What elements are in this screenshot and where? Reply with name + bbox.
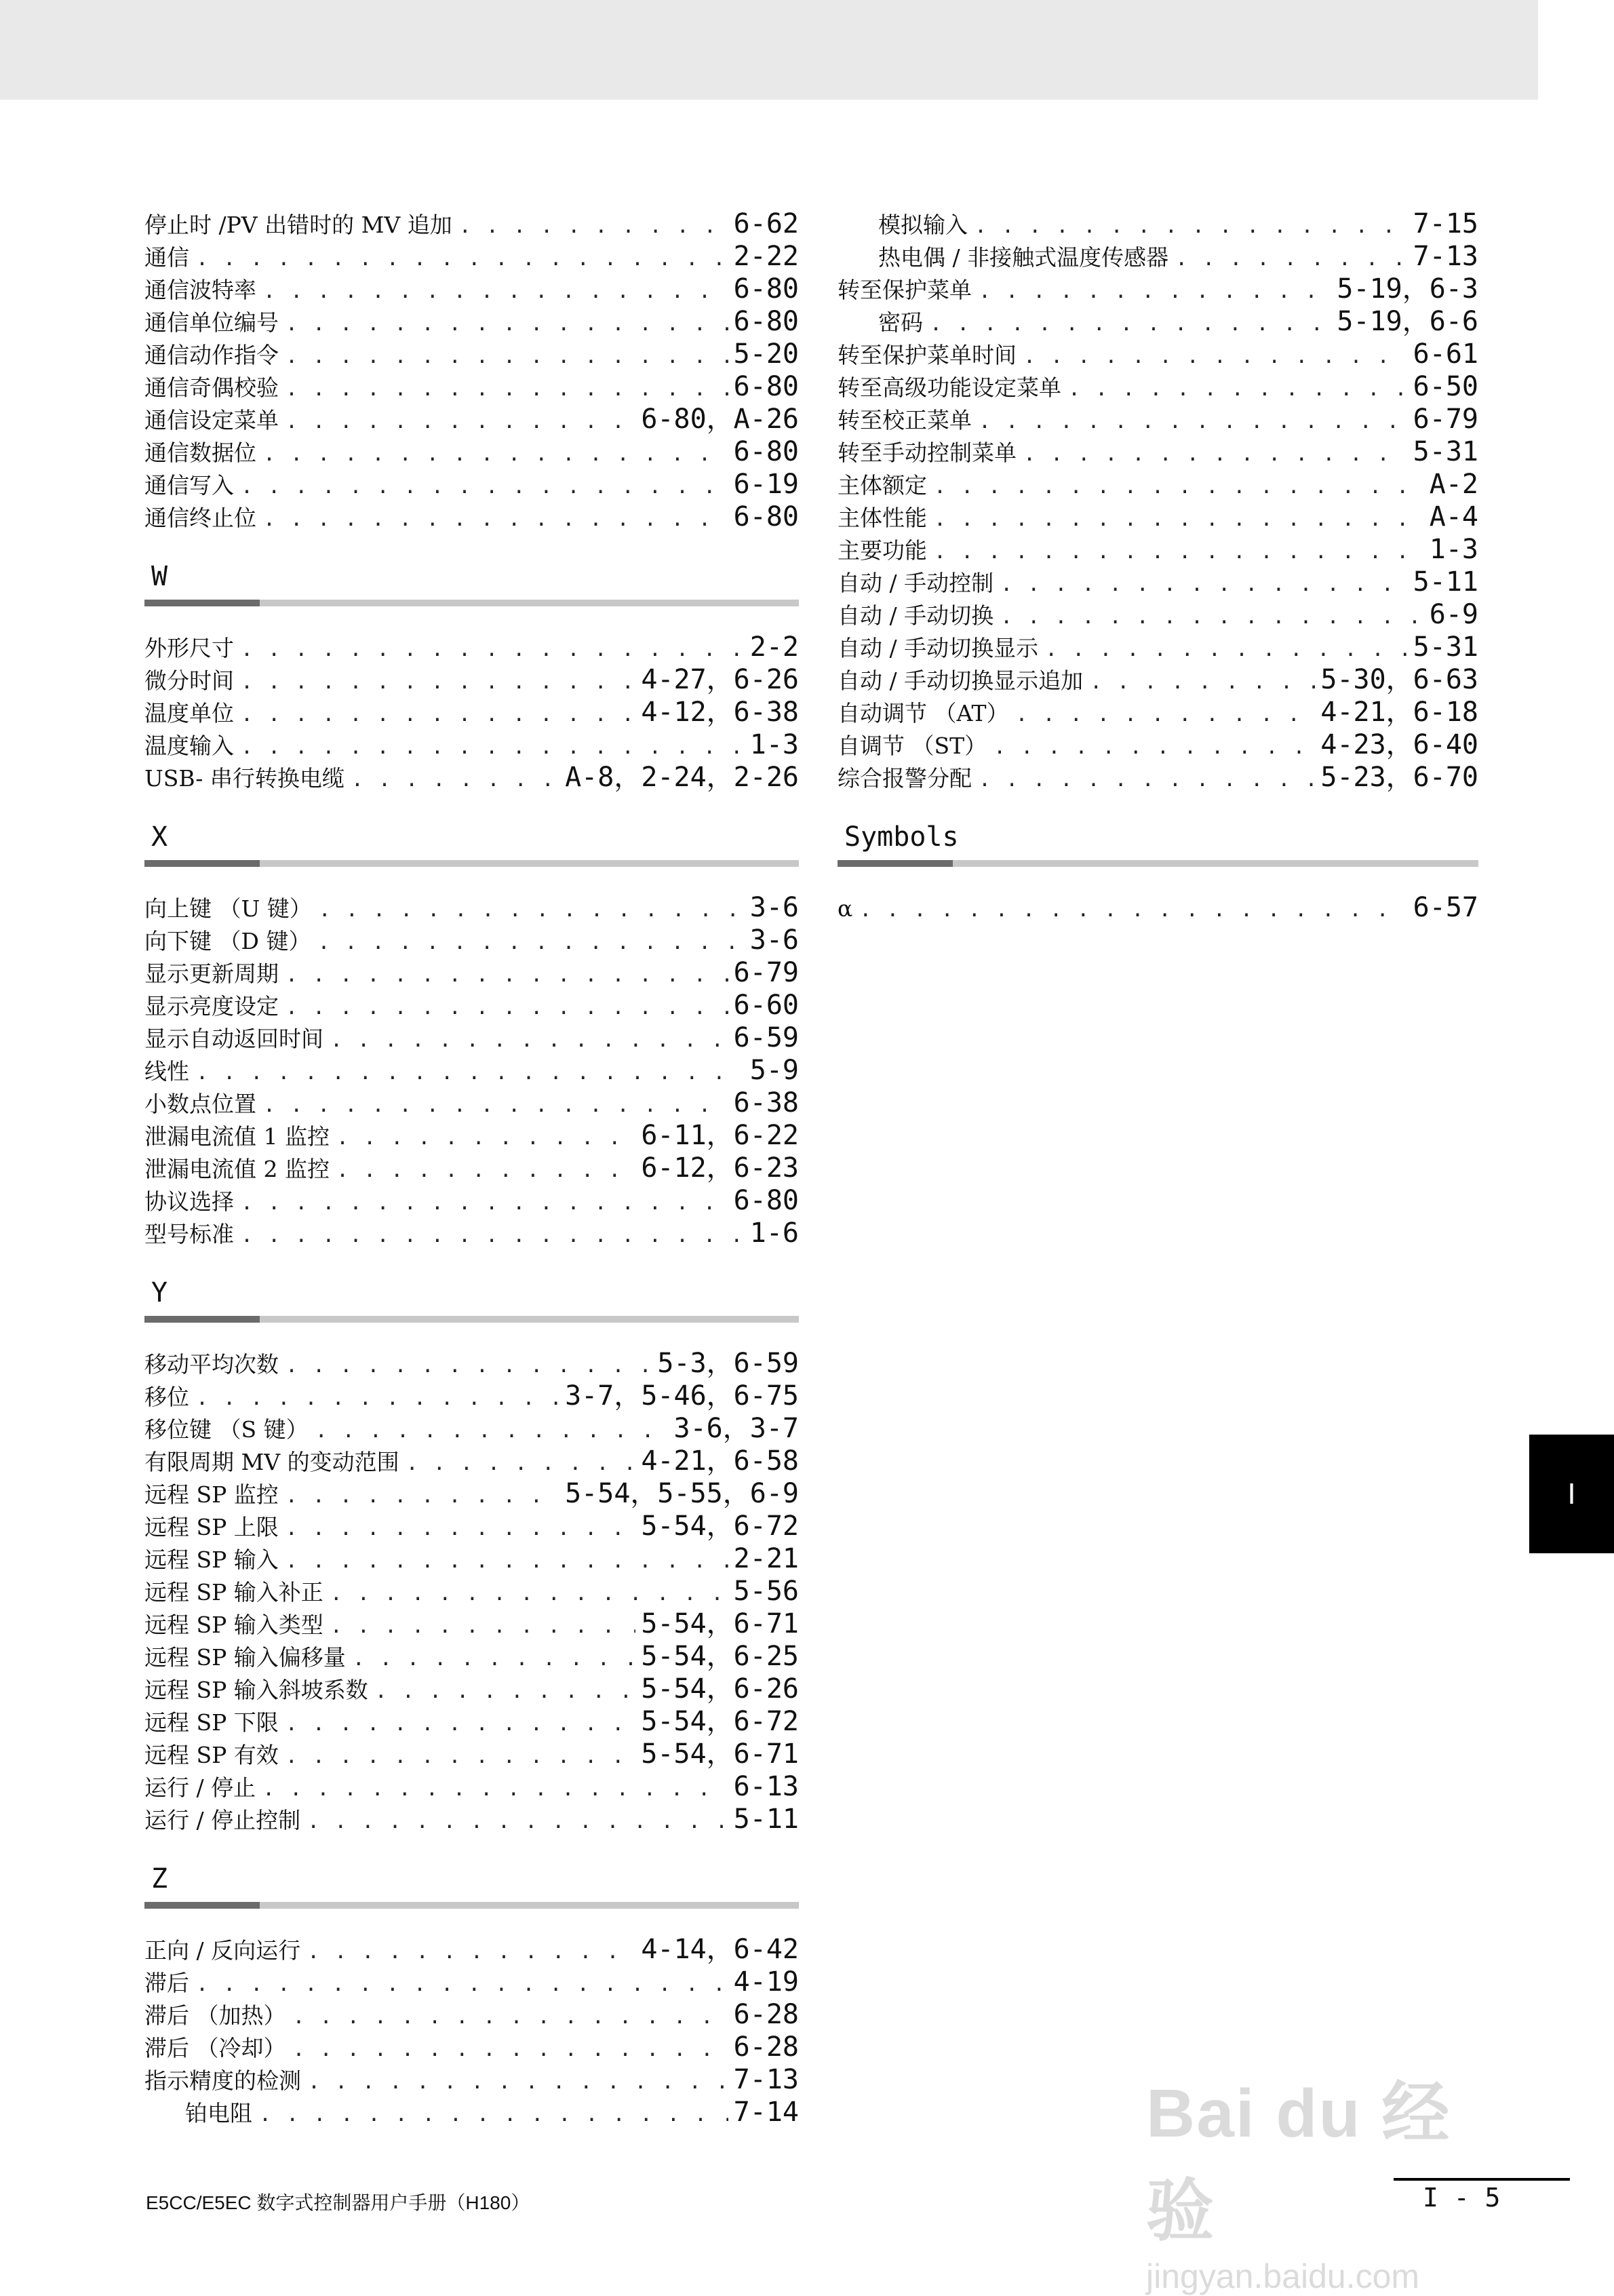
index-term: 通信设定菜单 <box>144 407 279 433</box>
index-term: 温度输入 <box>144 733 234 759</box>
dot-leader <box>975 210 1408 240</box>
dot-leader <box>196 1057 745 1087</box>
page-reference: 6-57 <box>1413 892 1478 923</box>
dot-leader <box>286 340 728 370</box>
index-subentry <box>838 305 1478 338</box>
index-entry <box>144 1998 799 2031</box>
index-term: 温度单位 <box>144 700 234 726</box>
index-term: USB- 串行转换电缆 <box>144 765 345 792</box>
index-term: 通信奇偶校验 <box>144 374 279 401</box>
dot-leader <box>330 1024 728 1054</box>
dot-leader <box>286 959 728 989</box>
page-reference: 4-21，6-18 <box>1320 697 1478 728</box>
index-subentry <box>838 208 1478 240</box>
section-header <box>144 553 799 606</box>
page-reference: 6-80 <box>733 371 799 402</box>
page-reference: 6-80 <box>733 436 799 467</box>
dot-leader <box>286 1740 636 1770</box>
page-reference: 3-7，5-46，6-75 <box>565 1380 799 1412</box>
index-entry <box>144 1933 799 1966</box>
index-term: 运行 / 停止控制 <box>144 1807 301 1833</box>
page-reference: 4-14，6-42 <box>641 1934 799 1965</box>
page-reference: 5-54，6-72 <box>641 1511 799 1542</box>
dot-leader <box>241 699 635 728</box>
index-entry <box>144 663 799 696</box>
index-entry <box>838 728 1478 761</box>
page-reference: 6-80 <box>733 1185 799 1216</box>
dot-leader <box>263 438 728 468</box>
dot-leader <box>259 2099 728 2128</box>
index-entry <box>144 1640 799 1673</box>
index-entry <box>144 1412 799 1445</box>
section-rule <box>144 1316 799 1323</box>
index-entry <box>838 663 1478 696</box>
index-term: 通信数据位 <box>144 440 256 466</box>
index-term: 转至保护菜单 <box>838 277 972 303</box>
dot-leader <box>1000 601 1424 631</box>
dot-leader <box>286 1513 636 1542</box>
page-reference: 2-2 <box>749 631 799 663</box>
dot-leader <box>307 1936 635 1966</box>
dot-leader <box>1023 340 1408 370</box>
index-entry <box>144 468 799 501</box>
index-entry <box>144 1966 799 1998</box>
dot-leader <box>336 1122 635 1152</box>
index-term: 滞后 （冷却） <box>144 2035 286 2061</box>
index-entry <box>838 696 1478 728</box>
index-entry <box>838 273 1478 305</box>
index-subentry <box>838 240 1478 273</box>
section-rule-accent <box>144 860 260 867</box>
page-reference: 3-6 <box>749 892 799 923</box>
index-term: 显示亮度设定 <box>144 993 279 1019</box>
index-entry <box>144 240 799 273</box>
index-entry <box>144 1021 799 1054</box>
dot-leader <box>459 210 728 240</box>
index-term: 滞后 （加热） <box>144 2002 286 2029</box>
page-reference: A-2 <box>1429 469 1478 500</box>
section-header <box>838 814 1478 867</box>
dot-leader <box>1068 373 1408 403</box>
dot-leader <box>317 927 744 956</box>
index-entry <box>144 696 799 728</box>
index-term: 铂电阻 <box>185 2100 252 2126</box>
index-term: 显示自动返回时间 <box>144 1026 323 1052</box>
dot-leader <box>196 243 728 273</box>
index-term: 通信波特率 <box>144 277 256 303</box>
dot-leader <box>286 992 728 1021</box>
index-entry <box>144 501 799 533</box>
index-term: 运行 / 停止 <box>144 1774 256 1801</box>
dot-leader <box>993 731 1315 761</box>
dot-leader <box>934 536 1424 566</box>
index-term: 远程 SP 下限 <box>144 1709 279 1736</box>
index-entry <box>144 2063 799 2096</box>
section-title: Z <box>151 1863 168 1894</box>
index-entry <box>838 566 1478 598</box>
index-term: 协议选择 <box>144 1188 234 1215</box>
section-header <box>144 814 799 867</box>
section-title: W <box>151 561 168 592</box>
page-reference: 5-54，6-26 <box>641 1673 799 1705</box>
index-term: 通信终止位 <box>144 505 256 531</box>
page-reference: 6-79 <box>1413 404 1478 435</box>
index-entry <box>144 1770 799 1803</box>
index-term: 远程 SP 输入偏移量 <box>144 1644 346 1671</box>
dot-leader <box>934 503 1424 533</box>
index-entry <box>144 631 799 663</box>
section-rule-accent <box>144 1316 260 1323</box>
page-reference: 5-54，6-71 <box>641 1738 799 1770</box>
index-entry <box>144 761 799 794</box>
page-reference: 5-11 <box>733 1804 799 1835</box>
page-reference: 5-54，5-55，6-9 <box>565 1478 799 1509</box>
index-term: 远程 SP 输入类型 <box>144 1612 323 1638</box>
dot-leader <box>934 471 1424 501</box>
index-entry <box>144 1510 799 1542</box>
dot-leader <box>293 2034 728 2063</box>
section-rule-accent <box>838 860 953 867</box>
index-term: 线性 <box>144 1058 189 1085</box>
index-term: 移动平均次数 <box>144 1351 279 1378</box>
index-entry <box>838 598 1478 631</box>
index-term: 远程 SP 有效 <box>144 1742 279 1768</box>
index-entry <box>144 273 799 305</box>
index-term: 综合报警分配 <box>838 765 972 792</box>
page-reference: 6-13 <box>733 1771 799 1802</box>
page-reference: 6-12，6-23 <box>641 1152 799 1184</box>
section-rule-accent <box>144 600 260 606</box>
dot-leader <box>308 2066 728 2096</box>
index-entry <box>838 501 1478 533</box>
index-subentry <box>144 2096 799 2128</box>
dot-leader <box>286 1708 636 1738</box>
dot-leader <box>859 894 1407 924</box>
index-entry <box>144 370 799 403</box>
section-rule <box>144 860 799 867</box>
index-term: 通信写入 <box>144 472 234 499</box>
page-reference: 6-62 <box>733 208 799 239</box>
dot-leader <box>286 1480 559 1510</box>
page-reference: 6-19 <box>733 469 799 500</box>
index-term: 正向 / 反向运行 <box>144 1937 301 1964</box>
index-entry <box>838 468 1478 501</box>
index-entry <box>144 924 799 956</box>
dot-leader <box>307 1806 728 1835</box>
index-term: 密码 <box>878 309 923 336</box>
dot-leader <box>1023 438 1408 468</box>
dot-leader <box>315 1415 669 1445</box>
index-entry <box>144 1087 799 1119</box>
index-entry <box>838 370 1478 403</box>
index-term: 转至高级功能设定菜单 <box>838 374 1061 401</box>
index-term: 泄漏电流值 1 监控 <box>144 1123 330 1150</box>
page-reference: 6-80 <box>733 306 799 337</box>
page-reference: 5-11 <box>1413 566 1478 598</box>
index-entry <box>144 1054 799 1087</box>
dot-leader <box>1000 568 1408 598</box>
index-term: 远程 SP 输入 <box>144 1546 279 1573</box>
index-entry <box>144 435 799 468</box>
index-term: 自调节 （ST） <box>838 733 987 759</box>
page-reference: 4-27，6-26 <box>641 664 799 695</box>
index-term: 远程 SP 输入补正 <box>144 1579 323 1606</box>
section-header <box>144 1270 799 1323</box>
index-entry <box>838 435 1478 468</box>
index-term: 转至校正菜单 <box>838 407 972 433</box>
dot-leader <box>336 1154 635 1184</box>
index-entry <box>838 533 1478 566</box>
index-term: 通信单位编号 <box>144 309 279 336</box>
dot-leader <box>263 1089 728 1119</box>
index-entry <box>144 891 799 924</box>
page-reference: 2-21 <box>733 1543 799 1574</box>
index-entry <box>838 338 1478 370</box>
dot-leader <box>263 275 728 305</box>
index-term: 通信动作指令 <box>144 342 279 368</box>
section-title: X <box>151 821 168 853</box>
section-title: Y <box>151 1277 168 1308</box>
dot-leader <box>319 894 745 924</box>
dot-leader <box>241 666 635 696</box>
page-reference: 5-56 <box>733 1576 799 1607</box>
dot-leader <box>241 634 745 663</box>
index-term: 自动 / 手动控制 <box>838 570 994 596</box>
index-term: 主要功能 <box>838 537 927 564</box>
page-reference: 4-19 <box>733 1966 799 1998</box>
page-reference: 5-31 <box>1413 436 1478 467</box>
section-rule-accent <box>144 1902 260 1909</box>
dot-leader <box>1045 634 1408 663</box>
page-reference: 7-14 <box>733 2097 799 2128</box>
page-reference: 4-12，6-38 <box>641 697 799 728</box>
index-entry <box>838 891 1478 924</box>
dot-leader <box>286 308 728 338</box>
dot-leader <box>930 308 1331 338</box>
page-reference: 5-19，6-6 <box>1337 306 1478 337</box>
page-reference: 5-20 <box>733 338 799 370</box>
index-column-left <box>144 208 799 2128</box>
dot-leader <box>196 1382 559 1412</box>
index-entry <box>144 1119 799 1152</box>
dot-leader <box>1175 243 1408 273</box>
page-reference: 6-38 <box>733 1087 799 1118</box>
page-reference: 7-15 <box>1413 208 1478 239</box>
index-entry <box>144 1542 799 1575</box>
page-reference: 4-23，6-40 <box>1320 729 1478 760</box>
index-term: 自动 / 手动切换显示追加 <box>838 667 1084 694</box>
index-entry <box>144 403 799 435</box>
index-term: 转至手动控制菜单 <box>838 440 1017 466</box>
index-entry <box>144 1445 799 1477</box>
page-reference: 3-6 <box>749 925 799 956</box>
index-entry <box>144 305 799 338</box>
dot-leader <box>1016 699 1316 728</box>
index-term: 自动调节 （AT） <box>838 700 1009 726</box>
index-entry <box>144 1803 799 1835</box>
page-reference: A-8，2-24，2-26 <box>565 762 799 793</box>
index-entry <box>144 728 799 761</box>
section-header <box>144 1856 799 1909</box>
dot-leader <box>241 471 728 501</box>
index-entry <box>144 989 799 1021</box>
section-rule <box>144 600 799 606</box>
page-reference: 6-80 <box>733 501 799 532</box>
page-reference: 5-3，6-59 <box>657 1348 799 1379</box>
index-column-right <box>838 208 1478 924</box>
index-term: 有限周期 MV 的变动范围 <box>144 1449 399 1475</box>
watermark-url: jingyan.baidu.com <box>1146 2257 1420 2295</box>
dot-leader <box>241 1220 745 1249</box>
index-term: 外形尺寸 <box>144 635 234 661</box>
section-title: Symbols <box>844 821 959 853</box>
index-term: 通信 <box>144 244 189 271</box>
index-term: 自动 / 手动切换显示 <box>838 635 1039 661</box>
dot-leader <box>1090 666 1315 696</box>
index-term: α <box>838 895 853 922</box>
page-reference: 6-28 <box>733 1999 799 2030</box>
index-entry <box>144 956 799 989</box>
dot-leader <box>979 406 1408 435</box>
index-term: 小数点位置 <box>144 1091 256 1117</box>
index-term: 远程 SP 上限 <box>144 1514 279 1540</box>
index-entry <box>144 1608 799 1640</box>
page-reference: 1-3 <box>1429 534 1478 565</box>
index-entry <box>838 761 1478 794</box>
index-term: 滞后 <box>144 1970 189 1996</box>
index-term: 主体性能 <box>838 505 927 531</box>
page-reference: 7-13 <box>733 2064 799 2095</box>
dot-leader <box>286 1545 728 1575</box>
page-reference: 5-54，6-72 <box>641 1706 799 1737</box>
index-term: 停止时 /PV 出错时的 MV 追加 <box>144 212 452 238</box>
page-reference: 6-11，6-22 <box>641 1120 799 1151</box>
page-reference: 6-80，A-26 <box>641 404 799 435</box>
chapter-tab-label: I <box>1567 1477 1576 1511</box>
dot-leader <box>979 275 1331 305</box>
index-entry <box>838 403 1478 435</box>
index-term: 向上键 （U 键） <box>144 895 312 922</box>
page-reference: 5-19，6-3 <box>1337 273 1478 305</box>
index-term: 热电偶 / 非接触式温度传感器 <box>878 244 1169 271</box>
dot-leader <box>286 406 635 435</box>
index-entry <box>144 1477 799 1510</box>
chapter-tab <box>1529 1435 1614 1553</box>
index-term: 移位键 （S 键） <box>144 1416 309 1443</box>
index-term: 显示更新周期 <box>144 960 279 987</box>
index-entry <box>144 1217 799 1249</box>
index-term: 向下键 （D 键） <box>144 928 311 954</box>
page-reference: 6-9 <box>1429 599 1478 630</box>
index-term: 转至保护菜单时间 <box>838 342 1017 368</box>
dot-leader <box>241 1187 728 1217</box>
index-term: 型号标准 <box>144 1221 234 1247</box>
page-reference: 5-30，6-63 <box>1320 664 1478 695</box>
top-header-band <box>0 0 1538 100</box>
page-reference: 5-31 <box>1413 631 1478 663</box>
page-reference: 6-80 <box>733 273 799 305</box>
index-entry <box>144 208 799 240</box>
index-entry <box>144 1152 799 1184</box>
index-term: 远程 SP 输入斜坡系数 <box>144 1677 368 1703</box>
page-number: I - 5 <box>1423 2183 1501 2213</box>
page-reference: 6-59 <box>733 1022 799 1053</box>
page-reference: 4-21，6-58 <box>641 1445 799 1477</box>
dot-leader <box>330 1578 728 1608</box>
index-term: 泄漏电流值 2 监控 <box>144 1156 330 1182</box>
index-term: 远程 SP 监控 <box>144 1481 279 1508</box>
index-entry <box>144 1184 799 1217</box>
dot-leader <box>375 1675 636 1705</box>
page-reference: 5-23，6-70 <box>1320 762 1478 793</box>
page-reference: A-4 <box>1429 501 1478 532</box>
footer-title: E5CC/E5EC 数字式控制器用户手册（H180） <box>146 2192 530 2213</box>
page-reference: 3-6，3-7 <box>673 1413 799 1444</box>
section-rule <box>838 860 1478 867</box>
dot-leader <box>241 731 745 761</box>
index-term: 自动 / 手动切换 <box>838 602 994 629</box>
page-reference: 6-28 <box>733 2031 799 2063</box>
page-reference: 1-6 <box>749 1218 799 1249</box>
index-entry <box>838 631 1478 663</box>
page-reference: 5-9 <box>749 1055 799 1086</box>
index-entry <box>144 1575 799 1608</box>
page-reference: 2-22 <box>733 241 799 272</box>
index-term: 移位 <box>144 1384 189 1410</box>
section-rule <box>144 1902 799 1909</box>
page-reference: 1-3 <box>749 729 799 760</box>
index-entry <box>144 1347 799 1380</box>
watermark-logo: Bai du 经验 <box>1146 2076 1451 2249</box>
index-term: 模拟输入 <box>878 212 968 238</box>
page-reference: 6-60 <box>733 990 799 1021</box>
dot-leader <box>196 1968 728 1998</box>
dot-leader <box>293 2001 728 2031</box>
page-reference: 6-61 <box>1413 338 1478 370</box>
page-reference: 6-50 <box>1413 371 1478 402</box>
index-term: 微分时间 <box>144 667 234 694</box>
page-reference: 6-79 <box>733 957 799 988</box>
index-entry <box>144 2031 799 2063</box>
index-entry <box>144 338 799 370</box>
page-reference: 7-13 <box>1413 241 1478 272</box>
index-term: 主体额定 <box>838 472 927 499</box>
index-entry <box>144 1705 799 1738</box>
dot-leader <box>353 1643 636 1673</box>
index-entry <box>144 1673 799 1705</box>
page-reference: 5-54，6-71 <box>641 1608 799 1639</box>
dot-leader <box>330 1610 636 1640</box>
dot-leader <box>979 764 1315 794</box>
dot-leader <box>286 1350 652 1380</box>
dot-leader <box>286 373 728 403</box>
index-term: 指示精度的检测 <box>144 2067 301 2094</box>
index-entry <box>144 1380 799 1412</box>
dot-leader <box>406 1447 636 1477</box>
dot-leader <box>262 1773 728 1803</box>
page-reference: 5-54，6-25 <box>641 1641 799 1672</box>
dot-leader <box>263 503 728 533</box>
dot-leader <box>351 764 559 794</box>
index-entry <box>144 1738 799 1770</box>
